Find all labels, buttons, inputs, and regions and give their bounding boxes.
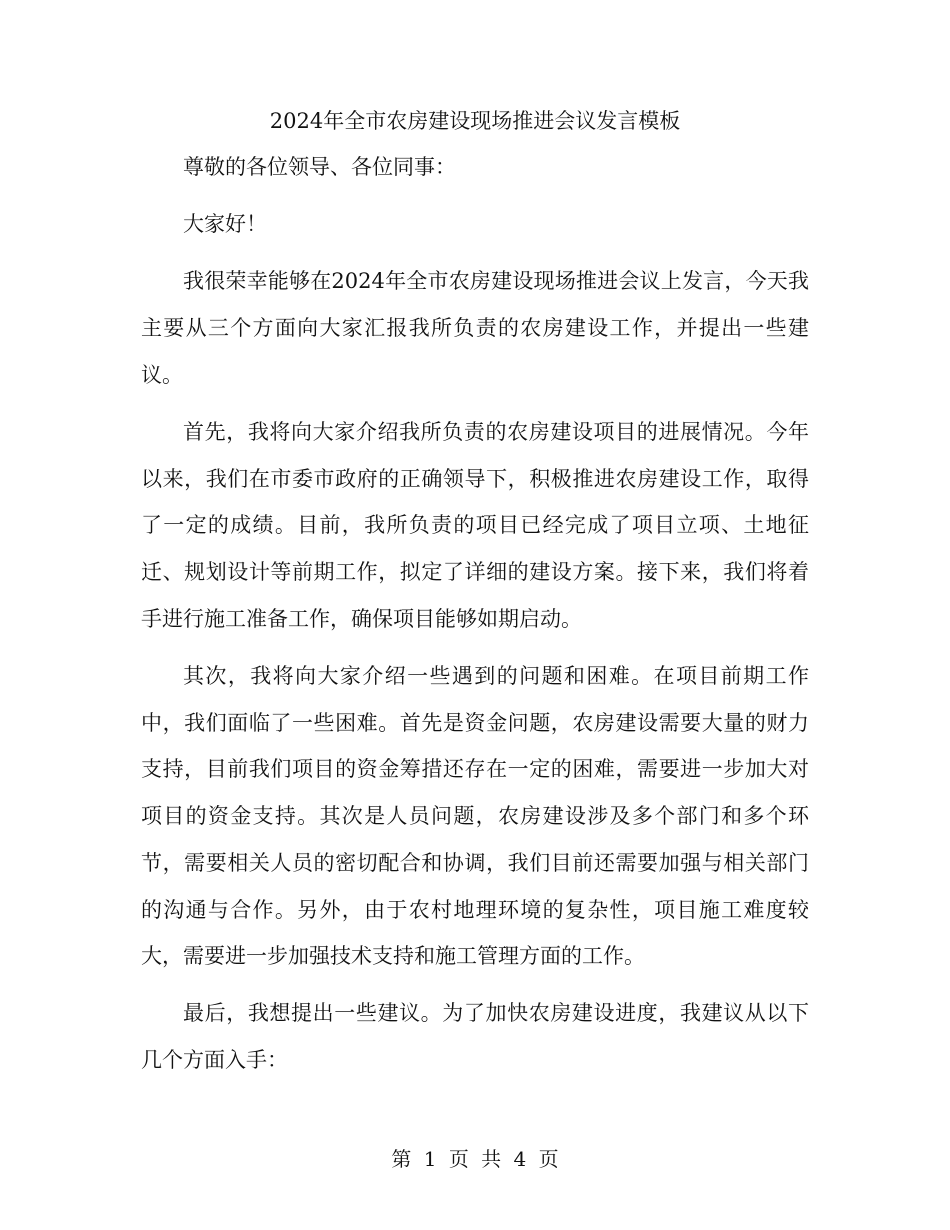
intro-paragraph: 我很荣幸能够在2024年全市农房建设现场推进会议上发言，今天我主要从三个方面向大家汇报我所负责的农房建设工作，并提出一些建议。: [141, 269, 809, 387]
document-body: [141, 144, 809, 1094]
document-title: 2024年全市农房建设现场推进会议发言模板: [269, 109, 681, 133]
greeting-paragraph: 大家好！: [183, 212, 267, 237]
salutation-paragraph: 尊敬的各位领导、各位同事：: [183, 155, 456, 179]
suggestions-paragraph: 最后，我想提出一些建议。为了加快农房建设进度，我建议从以下几个方面入手：: [141, 1001, 809, 1073]
progress-paragraph: 首先，我将向大家介绍我所负责的农房建设项目的进展情况。今年以来，我们在市委市政府的正确领导下，积极推进农房建设工作，取得了一定的成绩。目前，我所负责的项目已经完成了项目立项、土地征迁、规划设计等前期工作，拟定了详细的建设方案。接下来，我们将着手进行施工准备工作，确保项目能够如期启动。: [141, 420, 809, 631]
page-number: 第 1 页 共 4 页: [391, 1147, 559, 1171]
problems-paragraph: 其次，我将向大家介绍一些遇到的问题和困难。在项目前期工作中，我们面临了一些困难。首先是资金问题，农房建设需要大量的财力支持，目前我们项目的资金筹措还存在一定的困难，需要进一步加大对项目的资金支持。其次是人员问题，农房建设涉及多个部门和多个环节，需要相关人员的密切配合和协调，我们目前还需要加强与相关部门的沟通与合作。另外，由于农村地理环境的复杂性，项目施工难度较大，需要进一步加强技术支持和施工管理方面的工作。: [141, 664, 809, 969]
